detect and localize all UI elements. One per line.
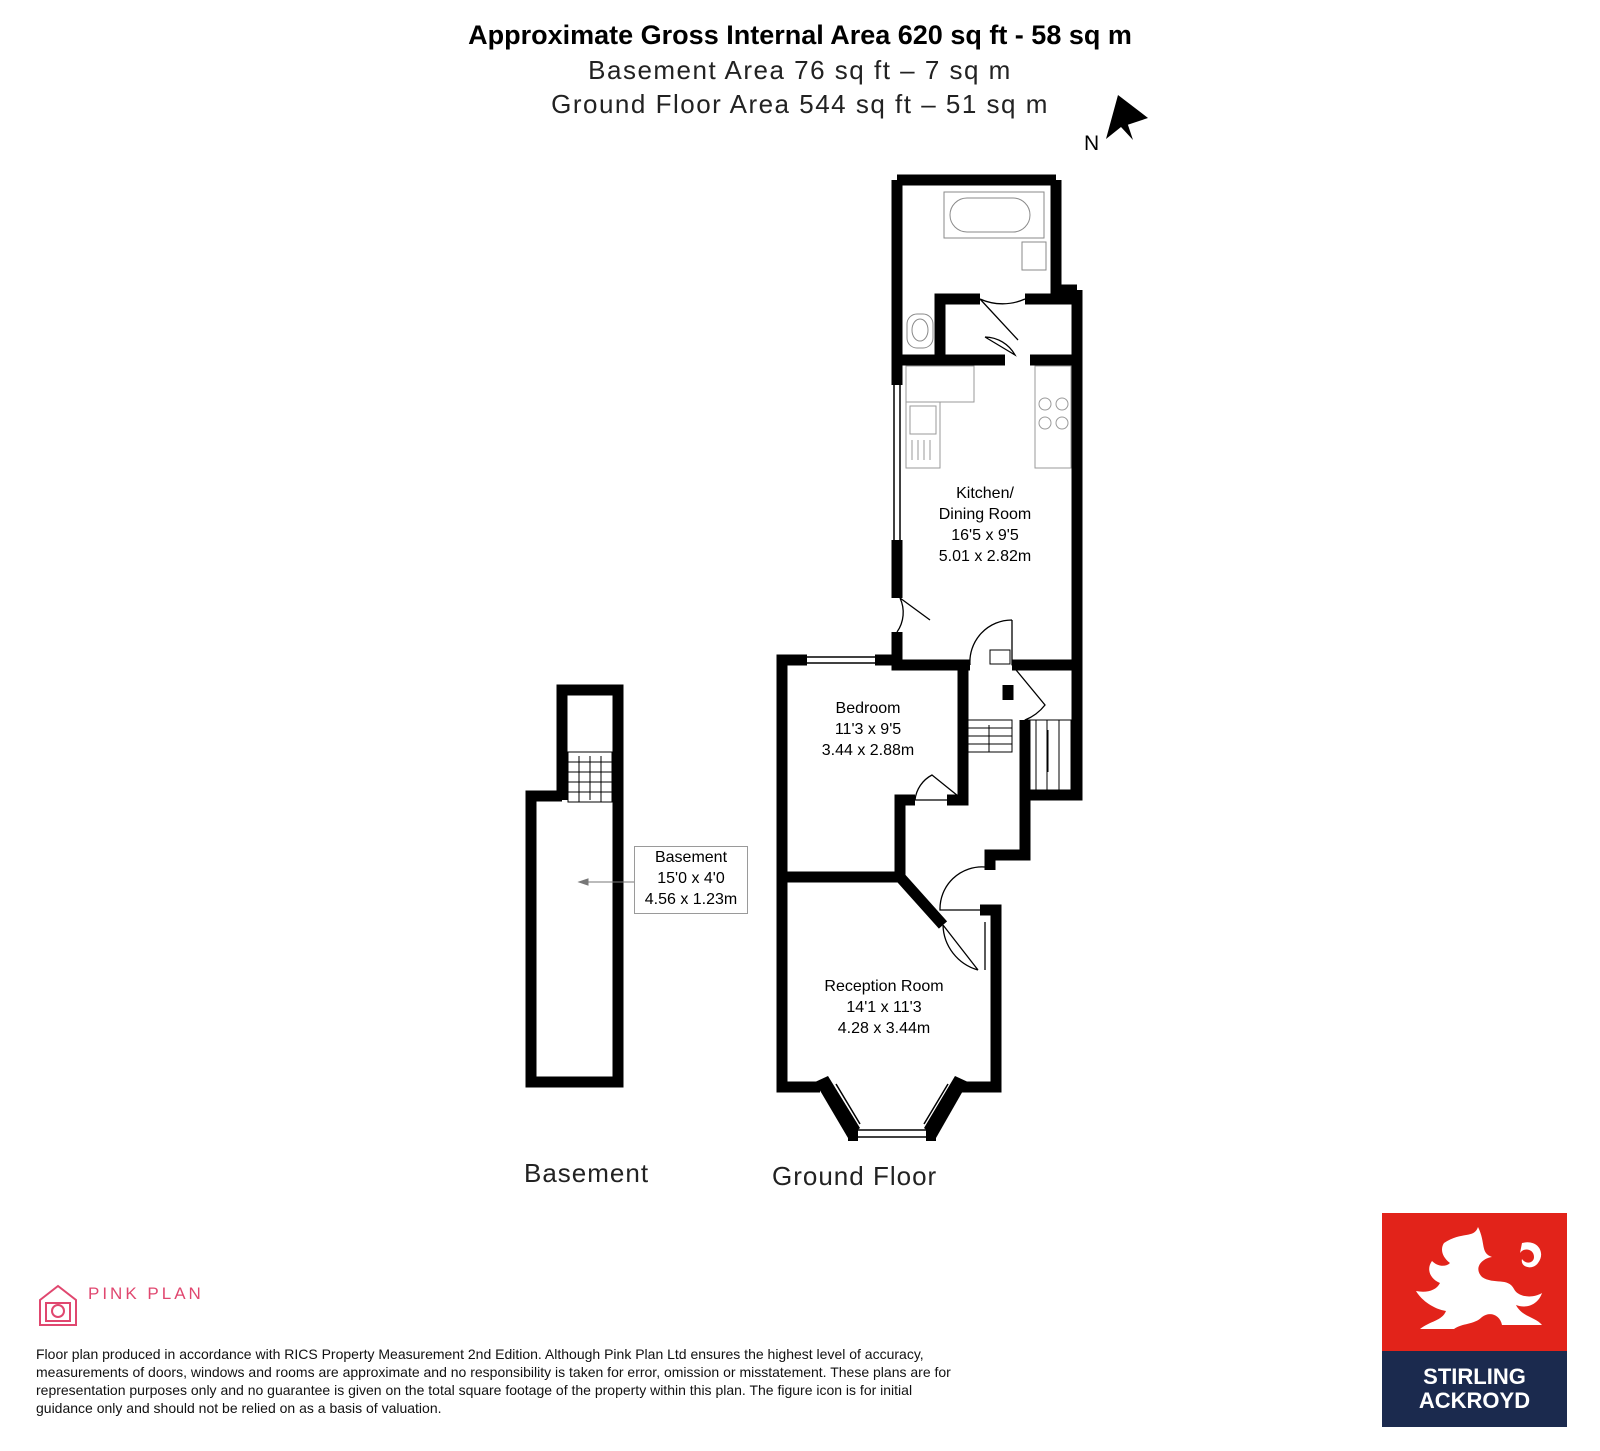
stirling-ackroyd-wordmark [1382,1351,1567,1427]
ground-floor-area-line: Ground Floor Area 544 sq ft – 51 sq m [551,89,1049,119]
kitchen-fittings [906,366,1071,468]
gross-area-title: Approximate Gross Internal Area 620 sq ft - 58 sq m [468,20,1132,50]
bay-window [815,1076,968,1141]
basement-label [634,846,748,914]
pink-plan-logo-spacer [36,1294,76,1295]
reception-imperial: 14'1 x 11'3 [846,999,922,1016]
stirling-ackroyd-crest-panel [1382,1213,1567,1351]
basement-area-line: Basement Area 76 sq ft – 7 sq m [588,55,1012,85]
agent-name-line1: STIRLING [1423,1364,1526,1389]
north-arrow-icon [1106,95,1148,140]
bathroom-fittings [907,192,1046,348]
reception-metric: 4.28 x 3.44m [837,1020,931,1037]
ground-floor-title: Ground Floor [772,1161,938,1191]
pink-plan-brand [36,1284,204,1304]
basement-name: Basement [654,849,728,866]
windows [807,178,965,663]
basement-walls [531,690,618,1082]
kitchen-imperial: 16'5 x 9'5 [951,527,1019,544]
bedroom-metric: 3.44 x 2.88m [821,742,915,759]
kitchen-name-line2: Dining Room [938,506,1032,523]
ground-stairs [966,650,1071,790]
stirling-ackroyd-logo [1382,1213,1567,1427]
griffin-icon [1382,1213,1567,1351]
reception-label [824,976,943,1039]
basement-stairs [568,752,612,802]
bedroom-label [822,698,915,761]
bedroom-name: Bedroom [835,700,901,717]
basement-floor-title: Basement [524,1158,650,1188]
basement-imperial: 15'0 x 4'0 [657,870,725,887]
basement-leader [579,879,634,885]
pink-plan-wordmark: PINK PLAN [88,1284,204,1303]
kitchen-label [939,483,1032,567]
kitchen-name-line1: Kitchen/ [956,485,1014,502]
compass-north-label: N [1084,132,1100,155]
reception-name: Reception Room [824,978,944,995]
door-swings [897,299,1045,970]
kitchen-metric: 5.01 x 2.82m [938,548,1032,565]
bedroom-imperial: 11'3 x 9'5 [834,721,902,738]
disclaimer-text: Floor plan produced in accordance with RICS Property Measurement 2nd Edition. Although Pink Plan Ltd ensures the highest level of accuracy, measurements of doors, windows and rooms are approximate and no responsibility is taken for error, omission or misstatement. These plans are for representation purposes only and no guarantee is given on the total square footage of the property within this plan. The figure icon is for initial guidance only and should not be relied on as a basis of valuation. [36,1346,951,1416]
agent-name-line2: ACKROYD [1418,1388,1531,1413]
basement-metric: 4.56 x 1.23m [644,891,738,908]
